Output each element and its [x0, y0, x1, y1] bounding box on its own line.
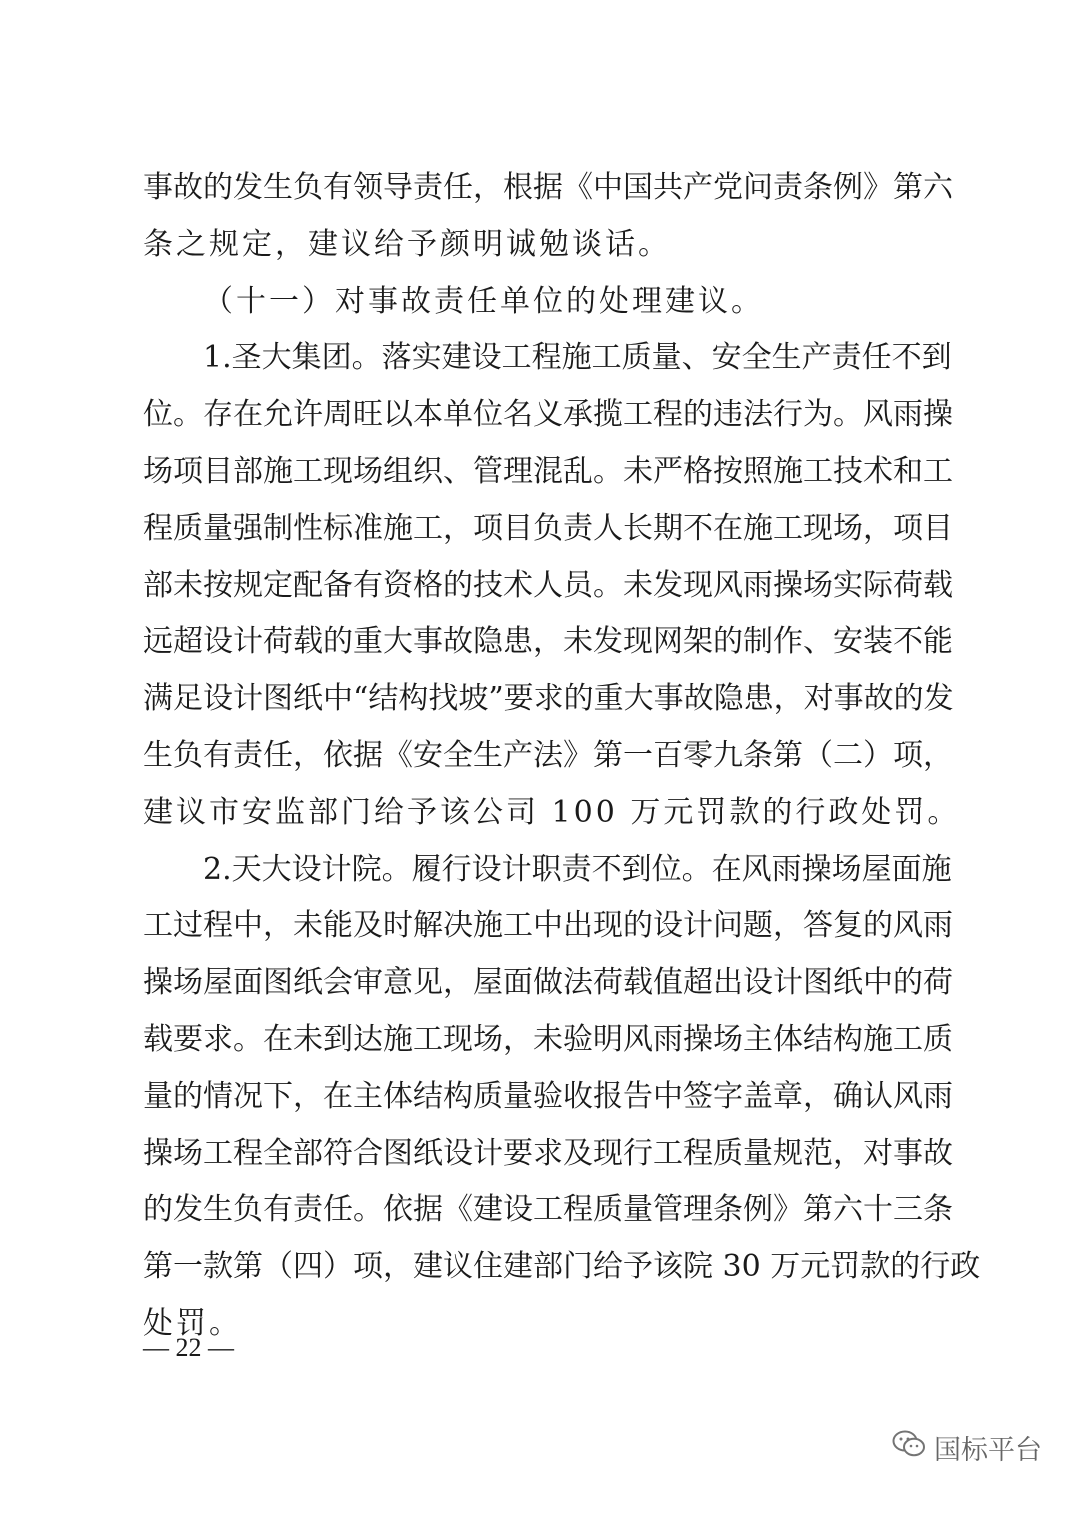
text-line: 工过程中，未能及时解决施工中出现的设计问题，答复的风雨: [143, 908, 953, 944]
text-line: （十一）对事故责任单位的处理建议。: [203, 283, 764, 319]
text-line: 场项目部施工现场组织、管理混乱。未严格按照施工技术和工: [143, 453, 953, 489]
text-line: 第一款第（四）项，建议住建部门给予该院 30 万元罚款的行政: [143, 1249, 981, 1285]
text-line: 载要求。在未到达施工现场，未验明风雨操场主体结构施工质: [143, 1021, 953, 1057]
text-line: 程质量强制性标准施工，项目负责人长期不在施工现场，项目: [143, 510, 953, 546]
watermark: [892, 1428, 1042, 1467]
text-line: 建议市安监部门给予该公司 100 万元罚款的行政处罚。: [143, 794, 961, 830]
text-line: 1.圣大集团。落实建设工程施工质量、安全生产责任不到: [203, 340, 952, 376]
text-line: 部未按规定配备有资格的技术人员。未发现风雨操场实际荷载: [143, 567, 953, 603]
page-number: — 22 —: [143, 1333, 234, 1362]
text-line: 生负有责任，依据《安全生产法》第一百零九条第（二）项，: [143, 737, 953, 773]
text-line: 处罚。: [143, 1305, 242, 1341]
text-line: 事故的发生负有领导责任，根据《中国共产党问责条例》第六: [143, 170, 953, 205]
text-line: 远超设计荷载的重大事故隐患，未发现网架的制作、安装不能: [143, 624, 953, 660]
text-line: 位。存在允许周旺以本单位名义承揽工程的违法行为。风雨操: [143, 397, 953, 433]
text-line: 条之规定，建议给予颜明诚勉谈话。: [143, 226, 671, 262]
text-line: 操场工程全部符合图纸设计要求及现行工程质量规范，对事故: [143, 1135, 953, 1171]
text-line: 2.天大设计院。履行设计职责不到位。在风雨操场屋面施: [203, 851, 952, 887]
wechat-icon: [892, 1429, 926, 1466]
watermark-text: 国标平台: [934, 1435, 1042, 1466]
text-line: 满足设计图纸中“结构找坡”要求的重大事故隐患，对事故的发: [143, 681, 954, 717]
text-line: 量的情况下，在主体结构质量验收报告中签字盖章，确认风雨: [143, 1078, 953, 1114]
text-line: 操场屋面图纸会审意见，屋面做法荷载值超出设计图纸中的荷: [143, 965, 953, 1001]
document-body: [143, 160, 981, 1353]
text-line: 的发生负有责任。依据《建设工程质量管理条例》第六十三条: [143, 1192, 953, 1228]
